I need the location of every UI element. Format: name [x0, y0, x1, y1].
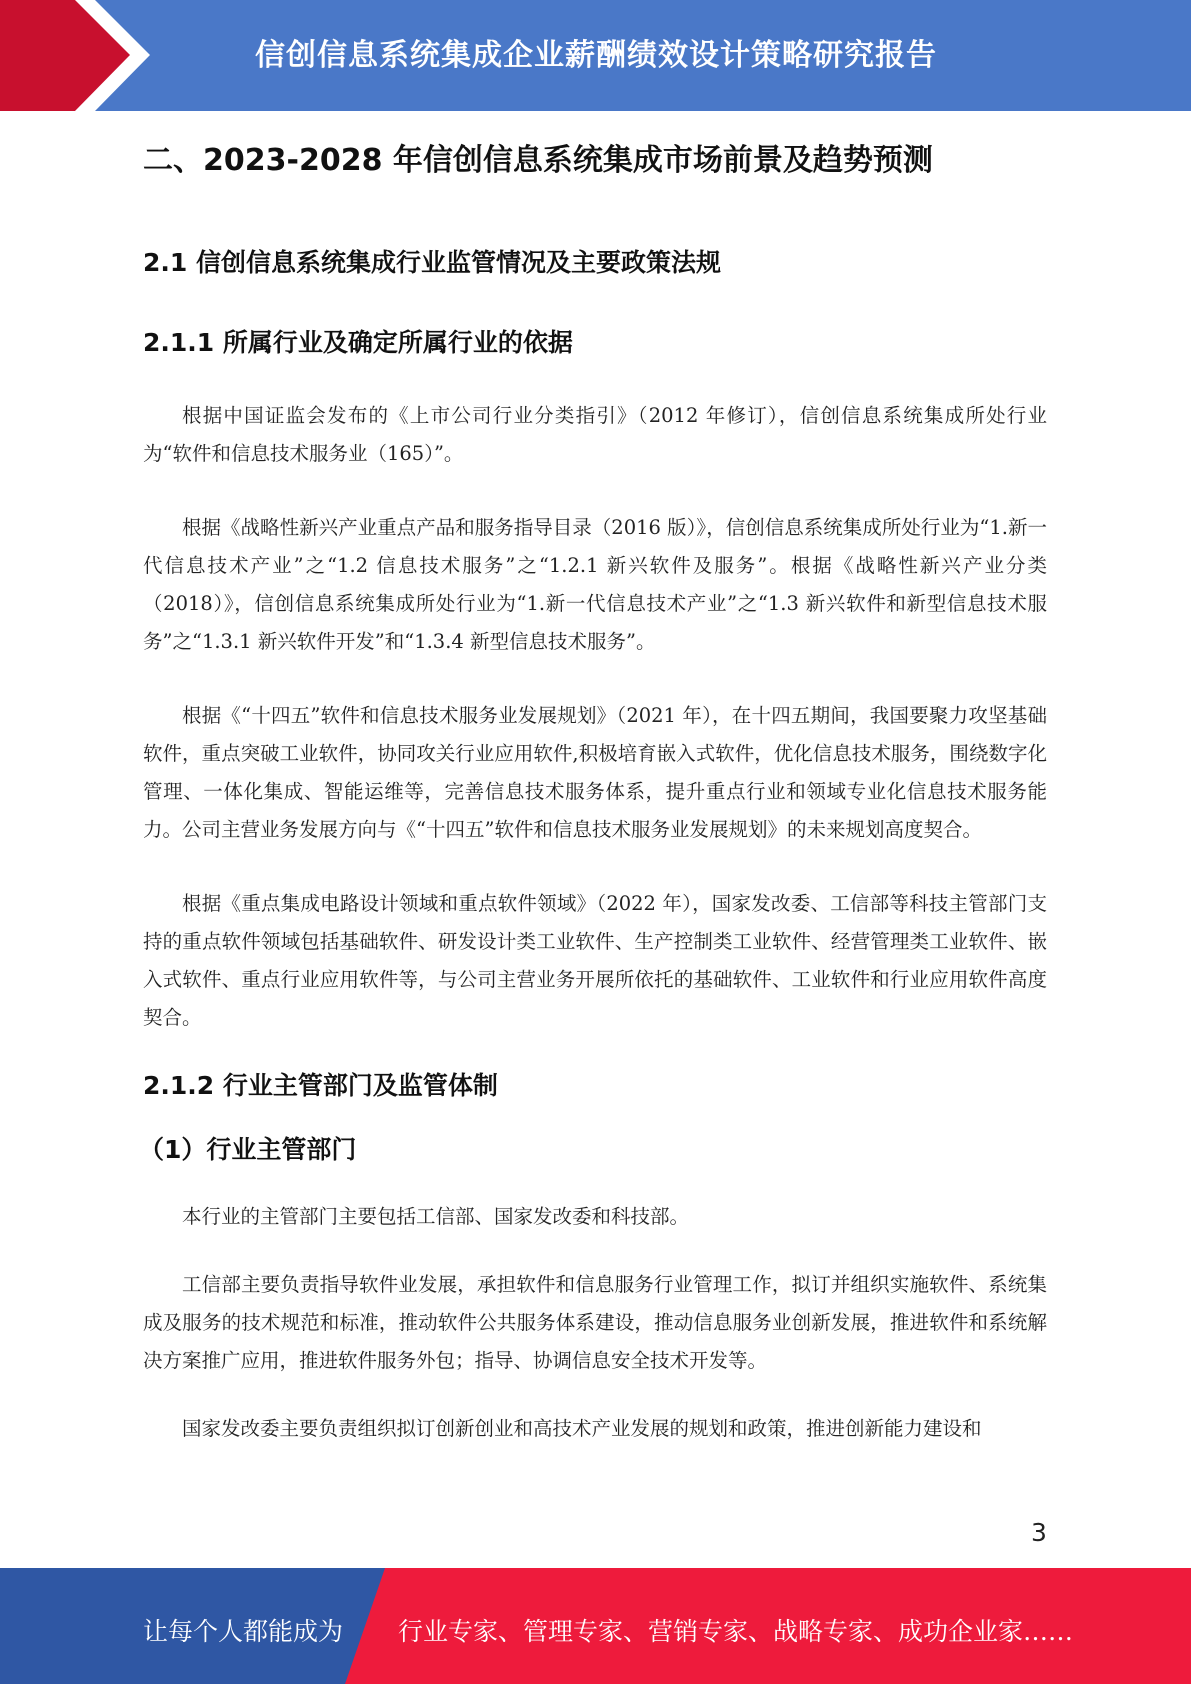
footer-slogan-right: 行业专家、管理专家、营销专家、战略专家、成功企业家…… [398, 1617, 1074, 1646]
paragraph: 国家发改委主要负责组织拟订创新创业和高技术产业发展的规划和政策，推进创新能力建设和 [182, 1417, 982, 1440]
paragraph: 工信部主要负责指导软件业发展，承担软件和信息服务行业管理工作，拟订并组织实施软件、系统集成及服务的技术规范和标准，推动软件公共服务体系建设，推动信息服务业创新发展，推进软件和系统解决方案推广应用，推进软件服务外包；指导、协调信息安全技术开发等。 [143, 1273, 1047, 1372]
page-number: 3 [1031, 1518, 1047, 1547]
sub-heading-industry-authority: （1）行业主管部门 [139, 1134, 357, 1164]
sub-heading-2-1-2: 2.1.2 行业主管部门及监管体制 [143, 1071, 498, 1100]
sub-heading-2-1-1: 2.1.1 所属行业及确定所属行业的依据 [143, 327, 573, 357]
document-body [139, 135, 1047, 1484]
paragraph: 根据中国证监会发布的《上市公司行业分类指引》（2012 年修订），信创信息系统集成所处行业为“软件和信息技术服务业（165）”。 [143, 404, 1047, 465]
section-title: 二、2023-2028 年信创信息系统集成市场前景及趋势预测 [143, 143, 933, 178]
page-footer [0, 1568, 1191, 1684]
paragraph: 本行业的主管部门主要包括工信部、国家发改委和科技部。 [182, 1205, 690, 1228]
paragraph: 根据《重点集成电路设计领域和重点软件领域》（2022 年），国家发改委、工信部等科技主管部门支持的重点软件领域包括基础软件、研发设计类工业软件、生产控制类工业软件、经营管理类工业软件、嵌入式软件、重点行业应用软件等，与公司主营业务开展所依托的基础软件、工业软件和行业应用软件高度契合。 [143, 892, 1047, 1029]
page-header [0, 0, 1191, 111]
subsection-title: 2.1 信创信息系统集成行业监管情况及主要政策法规 [143, 248, 721, 277]
paragraph: 根据《“十四五”软件和信息技术服务业发展规划》（2021 年），在十四五期间，我国要聚力攻坚基础软件，重点突破工业软件，协同攻关行业应用软件,积极培育嵌入式软件，优化信息技术服务，围绕数字化管理、一体化集成、智能运维等，完善信息技术服务体系，提升重点行业和领域专业化信息技术服务能力。公司主营业务发展方向与《“十四五”软件和信息技术服务业发展规划》的未来规划高度契合。 [143, 704, 1047, 841]
footer-slogan-left: 让每个人都能成为 [143, 1617, 344, 1646]
chevron-decoration-icon [0, 0, 200, 111]
report-title: 信创信息系统集成企业薪酬绩效设计策略研究报告 [255, 38, 937, 73]
paragraph: 根据《战略性新兴产业重点产品和服务指导目录（2016 版）》，信创信息系统集成所处行业为“1.新一代信息技术产业”之“1.2 信息技术服务”之“1.2.1 新兴软件及服务”。根据《战略性新兴产业分类（2018）》，信创信息系统集成所处行业为“1.新一代信息技术产业”之“1.3 新兴软件和新型信息技术服务”之“1.3.1 新兴软件开发”和“1.3.4 新型信息技术服务”。 [143, 516, 1047, 653]
